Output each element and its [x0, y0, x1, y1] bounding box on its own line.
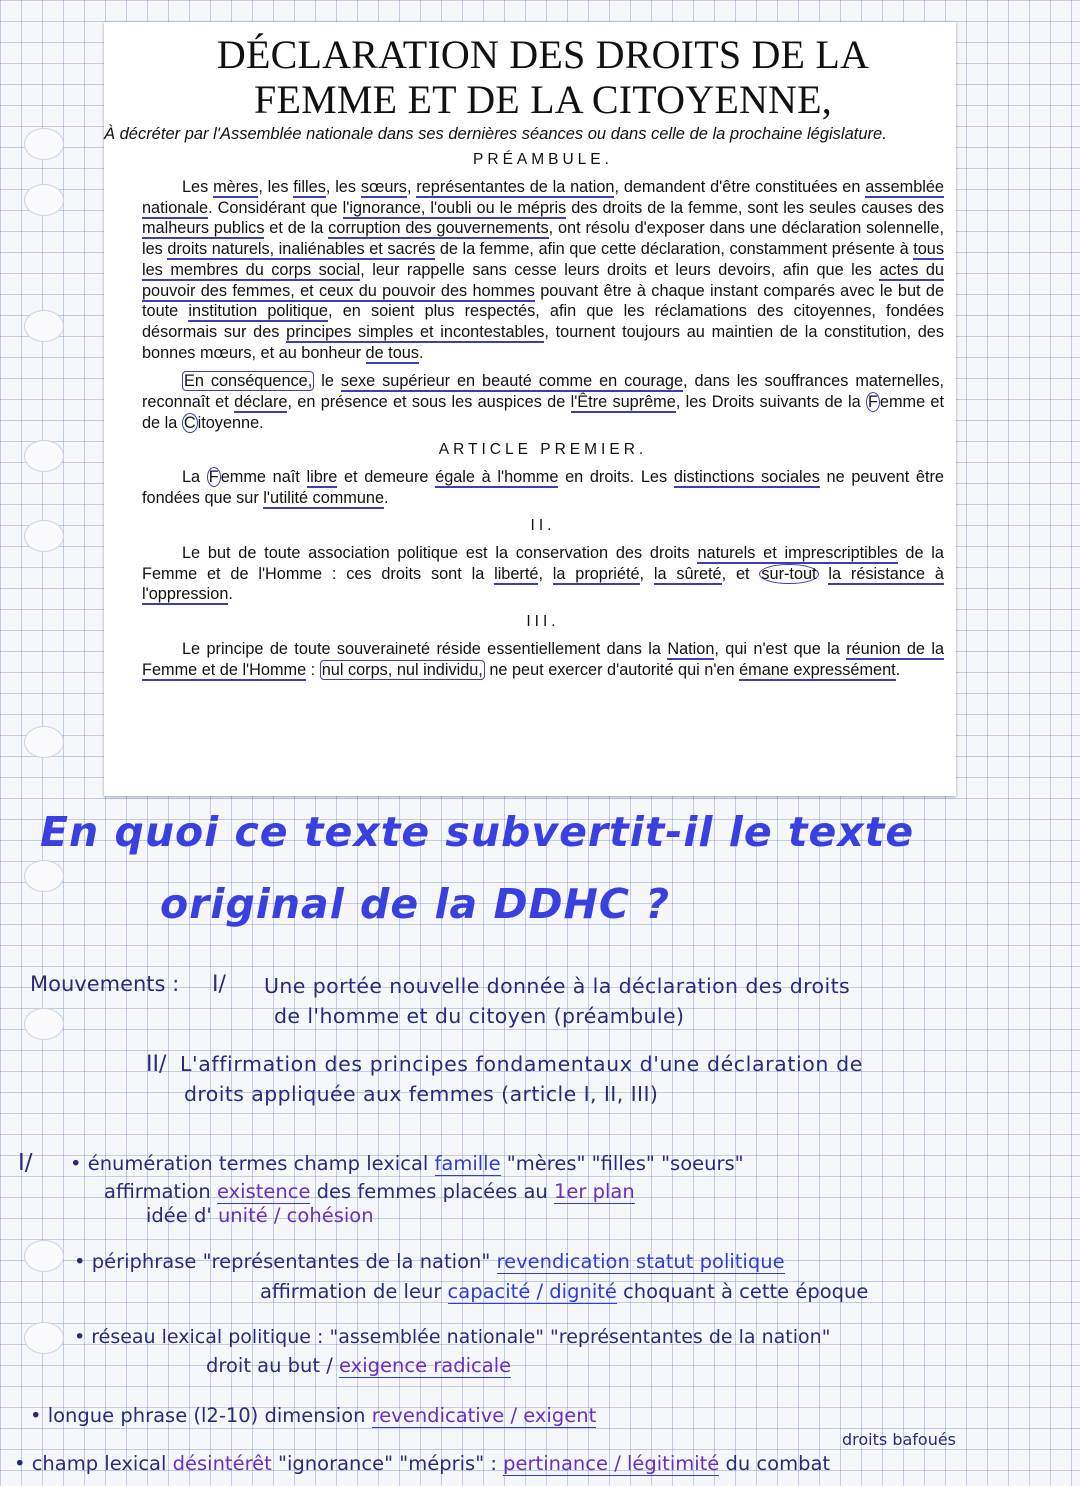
document-subtitle: À décréter par l'Assemblée nationale dans ses dernières séances ou dans celle de la prochaine législature. — [104, 125, 887, 143]
preamble-paragraph-1: Les mères, les filles, les sœurs, représentantes de la nation, demandent d'être constituées en assemblée nationale. Considérant que l'ignorance, l'oubli ou le mépris des droits de la femme, sont les seules causes des malheurs publics et de la corruption des gouvernements, ont résolu d'exposer dans une déclaration solennelle, les droits naturels, inaliénables et sacrés de la femme, afin que cette déclaration, constamment présente à tous les membres du corps social, leur rappelle sans cesse leurs droits et leurs devoirs, afin que les actes du pouvoir des femmes, et ceux du pouvoir des hommes pouvant être à chaque instant comparés avec le but de toute institution politique, en soient plus respectés, afin que les réclamations des citoyennes, fondées désormais sur des principes simples et incontestables, tournent toujours au maintien de la constitution, des bonnes mœurs, et au bonheur de tous. — [142, 178, 944, 362]
analysis-bullet-1-line-3: idée d' unité / cohésion — [146, 1204, 374, 1227]
title-line-2: FEMME ET DE LA CITOYENNE, — [254, 77, 832, 122]
analysis-bullet-4: • longue phrase (l2-10) dimension revendicative / exigent — [30, 1404, 597, 1427]
binder-hole — [24, 1008, 64, 1040]
analysis-bullet-5: • champ lexical désintérêt "ignorance" "mépris" : pertinance / légitimité du combat — [14, 1452, 831, 1475]
analysis-bullet-2-line-1: • périphrase "représentantes de la nation" revendication statut politique — [74, 1250, 785, 1273]
binder-hole — [24, 726, 64, 758]
movement-1-number: I/ — [212, 972, 226, 997]
analysis-bullet-1-line-1: • énumération termes champ lexical famille "mères" "filles" "soeurs" — [70, 1152, 744, 1175]
article-3-heading: III. — [526, 612, 560, 630]
article-2-heading: II. — [530, 516, 556, 534]
movement-2-line-1: L'affirmation des principes fondamentaux d'une déclaration de — [180, 1052, 863, 1076]
mouvements-label: Mouvements : — [30, 972, 180, 996]
movement-2-line-2: droits appliquée aux femmes (article I, II, III) — [184, 1082, 659, 1106]
article-3-text: Le principe de toute souveraineté réside essentiellement dans la Nation, qui n'est que la réunion de la Femme et de l'Homme : nul corps, nul individu, ne peut exercer d'autorité qui n'en émane expressément. — [142, 639, 944, 679]
problematic-question-line-1: En quoi ce texte subvertit-il le texte — [40, 808, 915, 856]
printed-document — [104, 22, 956, 796]
document-title — [142, 32, 944, 122]
binder-hole — [24, 184, 64, 216]
binder-hole — [24, 520, 64, 552]
movement-2-number: II/ — [146, 1052, 167, 1077]
binder-hole — [24, 128, 64, 160]
preamble-paragraph-2: En conséquence, le sexe supérieur en beauté comme en courage, dans les souffrances maternelles, reconnaît et déclare, en présence et sous les auspices de l'Être suprême, les Droits suivants de la F emme et de la C itoyenne. — [142, 372, 944, 432]
analysis-bullet-1-line-2: affirmation existence des femmes placées au 1er plan — [104, 1180, 635, 1203]
title-line-1: DÉCLARATION DES DROITS DE LA — [216, 32, 870, 77]
article-1-text: La F emme naît libre et demeure égale à l'homme en droits. Les distinctions sociales ne peuvent être fondées que sur l'utilité commune. — [142, 468, 944, 508]
movement-1-line-1: Une portée nouvelle donnée à la déclaration des droits — [264, 974, 851, 998]
analysis-bullet-5-note: droits bafoués — [842, 1430, 957, 1449]
preamble-heading: PRÉAMBULE. — [473, 151, 613, 168]
movement-1-line-2: de l'homme et du citoyen (préambule) — [274, 1004, 685, 1028]
binder-hole — [24, 1322, 64, 1354]
analysis-bullet-3-line-1: • réseau lexical politique : "assemblée nationale" "représentantes de la nation" — [74, 1326, 831, 1348]
analysis-bullet-2-line-2: affirmation de leur capacité / dignité choquant à cette époque — [260, 1280, 869, 1303]
article-1-heading: ARTICLE PREMIER. — [438, 441, 648, 459]
analysis-part-1-number: I/ — [18, 1150, 33, 1176]
binder-hole — [24, 310, 64, 342]
analysis-bullet-3-line-2: droit au but / exigence radicale — [206, 1354, 512, 1377]
binder-hole — [24, 440, 64, 472]
binder-hole — [24, 1240, 64, 1272]
problematic-question-line-2: original de la DDHC ? — [160, 880, 670, 928]
binder-hole — [24, 860, 64, 892]
article-2-text: Le but de toute association politique est la conservation des droits naturels et imprescriptibles de la Femme et de l'Homme : ces droits sont la liberté, la propriété, la sûreté, et sur-tout la résistance à l'oppression. — [142, 543, 944, 604]
